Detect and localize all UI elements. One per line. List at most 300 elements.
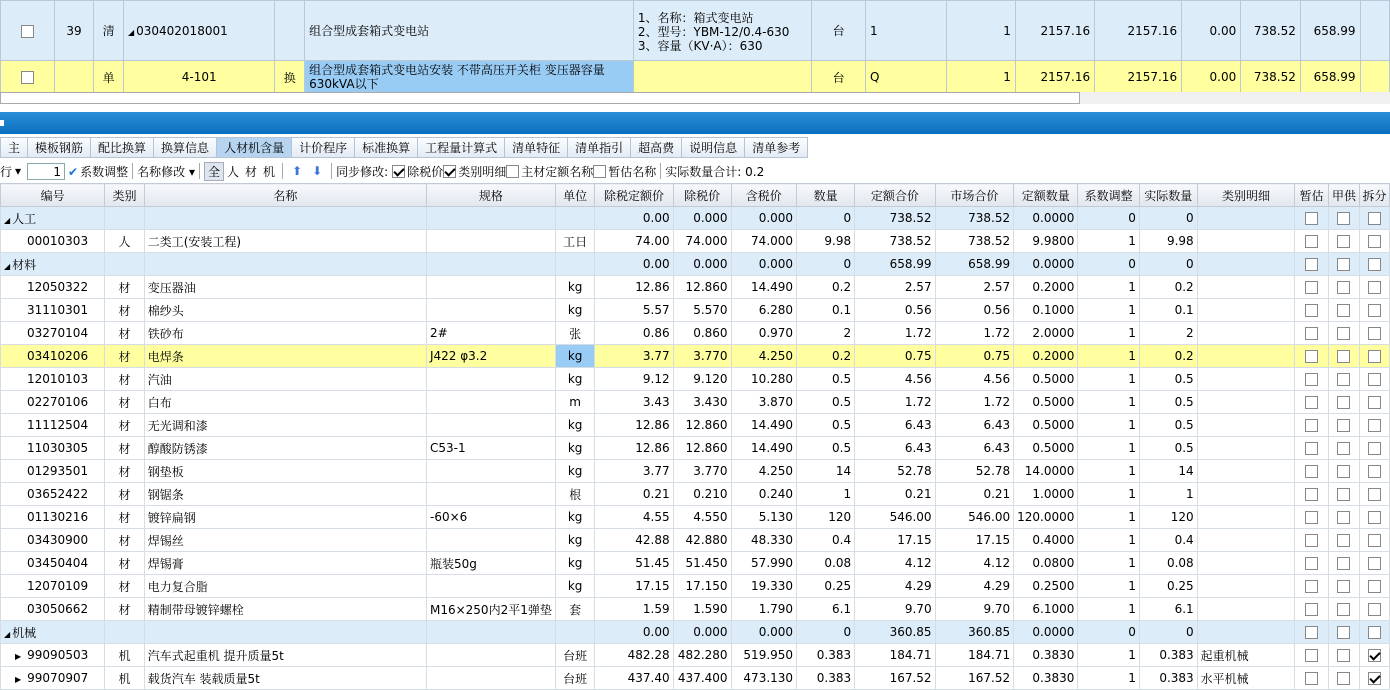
cell-name[interactable]: 钢垫板: [144, 460, 426, 483]
bill-code-cell[interactable]: [123, 1, 274, 61]
cell-quota-price[interactable]: 0.86: [595, 322, 673, 345]
cell-name[interactable]: 白布: [144, 391, 426, 414]
cell-type[interactable]: 材: [105, 552, 144, 575]
provisional-checkbox-cell[interactable]: [1295, 299, 1329, 322]
split-checkbox-cell[interactable]: [1359, 460, 1389, 483]
cell-qty[interactable]: 0.4: [797, 529, 855, 552]
owner-supplied-checkbox[interactable]: [1337, 442, 1350, 455]
tab-pricing-procedure[interactable]: 计价程序: [291, 137, 354, 158]
owner-supplied-checkbox-cell[interactable]: [1329, 575, 1360, 598]
cell-type[interactable]: 材: [105, 345, 144, 368]
cell-code[interactable]: [1, 299, 105, 322]
provisional-checkbox[interactable]: [1305, 626, 1318, 639]
row-checkbox-cell[interactable]: [1, 61, 55, 94]
col-provisional[interactable]: 暂估: [1295, 184, 1329, 207]
cell-type-detail[interactable]: 水平机械: [1197, 667, 1295, 690]
owner-supplied-checkbox[interactable]: [1337, 557, 1350, 570]
cell-actual-qty[interactable]: 0.2: [1139, 345, 1197, 368]
tab-bill-features[interactable]: 清单特征: [504, 137, 567, 158]
provisional-checkbox-cell[interactable]: [1295, 460, 1329, 483]
owner-supplied-checkbox-cell[interactable]: [1329, 529, 1360, 552]
table-row[interactable]: [1, 414, 1390, 437]
cell-actual-qty[interactable]: 0.08: [1139, 552, 1197, 575]
owner-supplied-checkbox-cell[interactable]: [1329, 552, 1360, 575]
cell-actual-qty[interactable]: 9.98: [1139, 230, 1197, 253]
quota-unit[interactable]: 台: [812, 61, 866, 94]
col-name[interactable]: 名称: [144, 184, 426, 207]
split-checkbox-cell[interactable]: [1359, 506, 1389, 529]
owner-supplied-checkbox-cell[interactable]: [1329, 368, 1360, 391]
cell-net-price[interactable]: 51.450: [673, 552, 731, 575]
table-row[interactable]: [1, 552, 1390, 575]
cell-quota-price[interactable]: 3.77: [595, 460, 673, 483]
bill-expr[interactable]: 1: [866, 1, 947, 61]
table-row[interactable]: [1, 667, 1390, 690]
cell-quota-price[interactable]: 42.88: [595, 529, 673, 552]
owner-supplied-checkbox-cell[interactable]: [1329, 391, 1360, 414]
cell-type-detail[interactable]: [1197, 460, 1295, 483]
cell-net-price[interactable]: 0.860: [673, 322, 731, 345]
cell-net-price[interactable]: 437.400: [673, 667, 731, 690]
coef-adjust-button[interactable]: [68, 163, 128, 180]
cell-coef[interactable]: 1: [1078, 529, 1140, 552]
cell-actual-qty[interactable]: 0.5: [1139, 368, 1197, 391]
provisional-checkbox-cell[interactable]: [1295, 575, 1329, 598]
tab-mix-conversion[interactable]: 配比换算: [90, 137, 153, 158]
split-checkbox-cell[interactable]: [1359, 483, 1389, 506]
cell-quota-price[interactable]: 12.86: [595, 414, 673, 437]
cell-tax-price[interactable]: 14.490: [731, 414, 797, 437]
cell-unit[interactable]: kg: [555, 529, 595, 552]
cell-quota-total[interactable]: 738.52: [855, 207, 935, 230]
cell-type[interactable]: 材: [105, 598, 144, 621]
cell-qty[interactable]: 0.1: [797, 299, 855, 322]
table-row[interactable]: [1, 230, 1390, 253]
owner-supplied-checkbox-cell[interactable]: [1329, 276, 1360, 299]
cell-coef[interactable]: 0: [1078, 621, 1140, 644]
cell-qty[interactable]: 0.5: [797, 368, 855, 391]
cell-unit[interactable]: kg: [555, 437, 595, 460]
cell-type-detail[interactable]: [1197, 506, 1295, 529]
owner-supplied-checkbox[interactable]: [1337, 511, 1350, 524]
col-unit[interactable]: 单位: [555, 184, 595, 207]
cell-type-detail[interactable]: [1197, 391, 1295, 414]
provisional-checkbox-cell[interactable]: [1295, 230, 1329, 253]
cell-quota-total[interactable]: 9.70: [855, 598, 935, 621]
cell-tax-price[interactable]: 0.240: [731, 483, 797, 506]
cell-code[interactable]: [1, 598, 105, 621]
cell-quota-qty[interactable]: 0.5000: [1014, 414, 1078, 437]
cell-spec[interactable]: J422 φ3.2: [426, 345, 555, 368]
cell-quota-total[interactable]: 546.00: [855, 506, 935, 529]
split-checkbox-cell[interactable]: [1359, 230, 1389, 253]
cell-coef[interactable]: 1: [1078, 552, 1140, 575]
cell-name[interactable]: 棉纱头: [144, 299, 426, 322]
tab-description[interactable]: 说明信息: [681, 137, 744, 158]
provisional-checkbox[interactable]: [1305, 350, 1318, 363]
provisional-checkbox[interactable]: [1305, 419, 1318, 432]
owner-supplied-checkbox[interactable]: [1337, 304, 1350, 317]
cell-quota-total[interactable]: 6.43: [855, 437, 935, 460]
cell-actual-qty[interactable]: 2: [1139, 322, 1197, 345]
filter-labor[interactable]: 人: [227, 164, 240, 179]
cell-market-total[interactable]: 184.71: [935, 644, 1014, 667]
split-checkbox-cell[interactable]: [1359, 322, 1389, 345]
cell-name[interactable]: 钢锯条: [144, 483, 426, 506]
cell-quota-price[interactable]: 0.21: [595, 483, 673, 506]
split-checkbox-cell[interactable]: [1359, 253, 1389, 276]
cell-actual-qty[interactable]: 0.383: [1139, 644, 1197, 667]
split-checkbox[interactable]: [1368, 373, 1381, 386]
cell-type[interactable]: 材: [105, 299, 144, 322]
cell-quota-total[interactable]: 658.99: [855, 253, 935, 276]
cell-unit[interactable]: kg: [555, 506, 595, 529]
cell-type-detail[interactable]: 起重机械: [1197, 644, 1295, 667]
cell-spec[interactable]: 2#: [426, 322, 555, 345]
cell-net-price[interactable]: 3.770: [673, 345, 731, 368]
split-checkbox[interactable]: [1368, 557, 1381, 570]
split-checkbox-cell[interactable]: [1359, 598, 1389, 621]
split-checkbox-cell[interactable]: [1359, 644, 1389, 667]
cell-coef[interactable]: 0: [1078, 253, 1140, 276]
cell-code[interactable]: [1, 644, 105, 667]
cell-actual-qty[interactable]: 0.5: [1139, 437, 1197, 460]
cell-type-detail[interactable]: [1197, 529, 1295, 552]
cell-spec[interactable]: [426, 207, 555, 230]
split-checkbox[interactable]: [1368, 304, 1381, 317]
tab-bill-guide[interactable]: 清单指引: [567, 137, 630, 158]
cell-net-price[interactable]: 3.770: [673, 460, 731, 483]
cell-type[interactable]: 材: [105, 322, 144, 345]
cell-name[interactable]: 焊锡膏: [144, 552, 426, 575]
cell-market-total[interactable]: 738.52: [935, 207, 1014, 230]
split-checkbox[interactable]: [1368, 350, 1381, 363]
cell-qty[interactable]: 0.2: [797, 276, 855, 299]
cell-spec[interactable]: [426, 575, 555, 598]
provisional-checkbox[interactable]: [1305, 534, 1318, 547]
provisional-checkbox-cell[interactable]: [1295, 667, 1329, 690]
owner-supplied-checkbox[interactable]: [1337, 649, 1350, 662]
cell-tax-price[interactable]: 4.250: [731, 460, 797, 483]
owner-supplied-checkbox-cell[interactable]: [1329, 437, 1360, 460]
cell-unit[interactable]: kg: [555, 276, 595, 299]
cell-quota-total[interactable]: 738.52: [855, 230, 935, 253]
split-checkbox[interactable]: [1368, 672, 1381, 685]
cell-type-detail[interactable]: [1197, 299, 1295, 322]
split-checkbox[interactable]: [1368, 327, 1381, 340]
split-checkbox[interactable]: [1368, 442, 1381, 455]
cell-spec[interactable]: [426, 460, 555, 483]
cell-qty[interactable]: 0.383: [797, 644, 855, 667]
table-row[interactable]: [1, 598, 1390, 621]
cell-quota-total[interactable]: 0.56: [855, 299, 935, 322]
cell-net-price[interactable]: 12.860: [673, 276, 731, 299]
cell-actual-qty[interactable]: 0.25: [1139, 575, 1197, 598]
cell-unit[interactable]: 根: [555, 483, 595, 506]
cell-name[interactable]: 无光调和漆: [144, 414, 426, 437]
cell-type[interactable]: 材: [105, 437, 144, 460]
cell-actual-qty[interactable]: 0: [1139, 207, 1197, 230]
cell-code[interactable]: [1, 322, 105, 345]
cell-quota-price[interactable]: 17.15: [595, 575, 673, 598]
cell-market-total[interactable]: 1.72: [935, 391, 1014, 414]
cell-type[interactable]: 材: [105, 575, 144, 598]
collapse-icon[interactable]: ◢: [4, 261, 11, 271]
cell-net-price[interactable]: 74.000: [673, 230, 731, 253]
cell-type[interactable]: 材: [105, 391, 144, 414]
cell-code[interactable]: [1, 414, 105, 437]
cell-market-total[interactable]: 546.00: [935, 506, 1014, 529]
quota-expr[interactable]: Q: [866, 61, 947, 94]
cell-quota-price[interactable]: 74.00: [595, 230, 673, 253]
cell-spec[interactable]: [426, 644, 555, 667]
col-quota-total[interactable]: 定额合价: [855, 184, 935, 207]
tax-price-checkbox[interactable]: [392, 165, 405, 178]
cell-type[interactable]: 材: [105, 529, 144, 552]
cell-quota-qty[interactable]: 0.0000: [1014, 207, 1078, 230]
provisional-checkbox-cell[interactable]: [1295, 207, 1329, 230]
owner-supplied-checkbox[interactable]: [1337, 396, 1350, 409]
cell-spec[interactable]: [426, 299, 555, 322]
row-checkbox[interactable]: [21, 71, 34, 84]
owner-supplied-checkbox-cell[interactable]: [1329, 506, 1360, 529]
cell-actual-qty[interactable]: 0: [1139, 621, 1197, 644]
col-qty[interactable]: 数量: [797, 184, 855, 207]
cell-unit[interactable]: kg: [555, 460, 595, 483]
provisional-checkbox-cell[interactable]: [1295, 598, 1329, 621]
owner-supplied-checkbox-cell[interactable]: [1329, 667, 1360, 690]
split-checkbox-cell[interactable]: [1359, 437, 1389, 460]
provisional-checkbox[interactable]: [1305, 603, 1318, 616]
cell-unit[interactable]: 张: [555, 322, 595, 345]
cell-quota-price[interactable]: 12.86: [595, 437, 673, 460]
cell-code[interactable]: [1, 230, 105, 253]
cell-type-detail[interactable]: [1197, 483, 1295, 506]
cell-type-detail[interactable]: [1197, 345, 1295, 368]
cell-quota-price[interactable]: 0.00: [595, 253, 673, 276]
cell-net-price[interactable]: 42.880: [673, 529, 731, 552]
cell-tax-price[interactable]: 473.130: [731, 667, 797, 690]
group-label-cell[interactable]: [1, 207, 105, 230]
table-row[interactable]: [1, 483, 1390, 506]
split-checkbox[interactable]: [1368, 488, 1381, 501]
collapse-icon[interactable]: ◢: [4, 215, 11, 225]
cell-type-detail[interactable]: [1197, 368, 1295, 391]
cell-type-detail[interactable]: [1197, 322, 1295, 345]
cell-coef[interactable]: 1: [1078, 598, 1140, 621]
cell-market-total[interactable]: 17.15: [935, 529, 1014, 552]
cell-code[interactable]: [1, 552, 105, 575]
cell-coef[interactable]: 0: [1078, 207, 1140, 230]
type-detail-checkbox[interactable]: [443, 165, 456, 178]
cell-quota-qty[interactable]: 0.3830: [1014, 644, 1078, 667]
cell-qty[interactable]: 0.5: [797, 437, 855, 460]
split-checkbox[interactable]: [1368, 281, 1381, 294]
filter-all[interactable]: 全: [204, 162, 224, 181]
col-type-detail[interactable]: 类别明细: [1197, 184, 1295, 207]
provisional-checkbox-cell[interactable]: [1295, 345, 1329, 368]
owner-supplied-checkbox-cell[interactable]: [1329, 598, 1360, 621]
cell-quota-qty[interactable]: 0.5000: [1014, 437, 1078, 460]
cell-quota-qty[interactable]: 14.0000: [1014, 460, 1078, 483]
cell-type-detail[interactable]: [1197, 276, 1295, 299]
cell-quota-price[interactable]: 0.00: [595, 621, 673, 644]
table-row[interactable]: [1, 529, 1390, 552]
bill-features[interactable]: [633, 1, 811, 61]
cell-market-total[interactable]: 4.12: [935, 552, 1014, 575]
cell-name[interactable]: 镀锌扁钢: [144, 506, 426, 529]
owner-supplied-checkbox-cell[interactable]: [1329, 644, 1360, 667]
cell-quota-price[interactable]: 12.86: [595, 276, 673, 299]
cell-coef[interactable]: 1: [1078, 506, 1140, 529]
cell-type[interactable]: 人: [105, 230, 144, 253]
cell-market-total[interactable]: 6.43: [935, 437, 1014, 460]
cell-quota-qty[interactable]: 0.2000: [1014, 276, 1078, 299]
provisional-checkbox-cell[interactable]: [1295, 644, 1329, 667]
split-checkbox-cell[interactable]: [1359, 552, 1389, 575]
cell-market-total[interactable]: 0.75: [935, 345, 1014, 368]
cell-market-total[interactable]: 360.85: [935, 621, 1014, 644]
group-row[interactable]: [1, 253, 1390, 276]
split-checkbox[interactable]: [1368, 212, 1381, 225]
cell-market-total[interactable]: 2.57: [935, 276, 1014, 299]
cell-type-detail[interactable]: [1197, 552, 1295, 575]
cell-coef[interactable]: 1: [1078, 460, 1140, 483]
cell-code[interactable]: [1, 506, 105, 529]
cell-code[interactable]: [1, 667, 105, 690]
panel-splitter[interactable]: [0, 112, 1390, 134]
cell-type[interactable]: 材: [105, 483, 144, 506]
cell-quota-price[interactable]: 437.40: [595, 667, 673, 690]
provisional-checkbox-cell[interactable]: [1295, 437, 1329, 460]
cell-type-detail[interactable]: [1197, 414, 1295, 437]
cell-unit[interactable]: 套: [555, 598, 595, 621]
split-checkbox-cell[interactable]: [1359, 667, 1389, 690]
cell-unit[interactable]: kg: [555, 414, 595, 437]
tab-main[interactable]: 主: [0, 137, 27, 158]
collapse-icon[interactable]: ◢: [4, 629, 11, 639]
provisional-checkbox[interactable]: [1305, 580, 1318, 593]
row-checkbox[interactable]: [21, 25, 34, 38]
split-checkbox[interactable]: [1368, 603, 1381, 616]
cell-spec[interactable]: [426, 483, 555, 506]
owner-supplied-checkbox-cell[interactable]: [1329, 621, 1360, 644]
cell-type[interactable]: 材: [105, 414, 144, 437]
split-checkbox-cell[interactable]: [1359, 391, 1389, 414]
cell-net-price[interactable]: 0.000: [673, 207, 731, 230]
cell-coef[interactable]: 1: [1078, 391, 1140, 414]
cell-actual-qty[interactable]: 0.5: [1139, 414, 1197, 437]
cell-spec[interactable]: [426, 230, 555, 253]
cell-name[interactable]: [144, 207, 426, 230]
cell-tax-price[interactable]: 519.950: [731, 644, 797, 667]
cell-quota-total[interactable]: 0.21: [855, 483, 935, 506]
col-net-price[interactable]: 除税价: [673, 184, 731, 207]
cell-type-detail[interactable]: [1197, 230, 1295, 253]
owner-supplied-checkbox[interactable]: [1337, 626, 1350, 639]
owner-supplied-checkbox[interactable]: [1337, 419, 1350, 432]
tab-formwork-rebar[interactable]: 模板钢筋: [27, 137, 90, 158]
cell-quota-price[interactable]: 4.55: [595, 506, 673, 529]
cell-net-price[interactable]: 0.210: [673, 483, 731, 506]
cell-code[interactable]: [1, 460, 105, 483]
cell-net-price[interactable]: 0.000: [673, 621, 731, 644]
cell-net-price[interactable]: 1.590: [673, 598, 731, 621]
split-checkbox[interactable]: [1368, 649, 1381, 662]
cell-actual-qty[interactable]: 0.1: [1139, 299, 1197, 322]
cell-net-price[interactable]: 4.550: [673, 506, 731, 529]
group-row[interactable]: [1, 621, 1390, 644]
provisional-checkbox[interactable]: [1305, 327, 1318, 340]
group-label-cell[interactable]: [1, 253, 105, 276]
cell-actual-qty[interactable]: 0.2: [1139, 276, 1197, 299]
cell-tax-price[interactable]: 0.000: [731, 621, 797, 644]
quota-name[interactable]: 组合型成套箱式变电站安装 不带高压开关柜 变压器容量630kVA以下: [305, 61, 634, 94]
col-code[interactable]: 编号: [1, 184, 105, 207]
owner-supplied-checkbox[interactable]: [1337, 350, 1350, 363]
cell-quota-qty[interactable]: 6.1000: [1014, 598, 1078, 621]
cell-type-detail[interactable]: [1197, 207, 1295, 230]
cell-tax-price[interactable]: 6.280: [731, 299, 797, 322]
tab-quantity-formula[interactable]: 工程量计算式: [417, 137, 504, 158]
cell-quota-total[interactable]: 4.12: [855, 552, 935, 575]
cell-tax-price[interactable]: 0.000: [731, 253, 797, 276]
table-row[interactable]: [1, 299, 1390, 322]
provisional-checkbox-cell[interactable]: [1295, 621, 1329, 644]
split-checkbox-cell[interactable]: [1359, 345, 1389, 368]
cell-spec[interactable]: -60×6: [426, 506, 555, 529]
cell-type[interactable]: 机: [105, 667, 144, 690]
provisional-checkbox-cell[interactable]: [1295, 368, 1329, 391]
cell-actual-qty[interactable]: 0.5: [1139, 391, 1197, 414]
split-checkbox[interactable]: [1368, 465, 1381, 478]
cell-tax-price[interactable]: 74.000: [731, 230, 797, 253]
cell-actual-qty[interactable]: 14: [1139, 460, 1197, 483]
cell-tax-price[interactable]: 10.280: [731, 368, 797, 391]
move-down-icon[interactable]: ⬇: [312, 164, 323, 178]
cell-spec[interactable]: 瓶装50g: [426, 552, 555, 575]
cell-qty[interactable]: 14: [797, 460, 855, 483]
cell-net-price[interactable]: 17.150: [673, 575, 731, 598]
cell-coef[interactable]: 1: [1078, 230, 1140, 253]
table-row[interactable]: [1, 368, 1390, 391]
cell-quota-price[interactable]: 9.12: [595, 368, 673, 391]
cell-tax-price[interactable]: 5.130: [731, 506, 797, 529]
cell-type-detail[interactable]: [1197, 253, 1295, 276]
cell-coef[interactable]: 1: [1078, 483, 1140, 506]
owner-supplied-checkbox[interactable]: [1337, 672, 1350, 685]
split-checkbox[interactable]: [1368, 235, 1381, 248]
cell-code[interactable]: [1, 345, 105, 368]
col-quota-price[interactable]: 除税定额价: [595, 184, 673, 207]
cell-unit[interactable]: kg: [555, 575, 595, 598]
cell-quota-total[interactable]: 1.72: [855, 391, 935, 414]
expand-icon[interactable]: ▶: [15, 675, 22, 684]
cell-quota-qty[interactable]: 0.2000: [1014, 345, 1078, 368]
col-type[interactable]: 类别: [105, 184, 144, 207]
cell-quota-price[interactable]: 5.57: [595, 299, 673, 322]
cell-market-total[interactable]: 4.29: [935, 575, 1014, 598]
owner-supplied-checkbox[interactable]: [1337, 327, 1350, 340]
cell-quota-total[interactable]: 2.57: [855, 276, 935, 299]
split-checkbox[interactable]: [1368, 258, 1381, 271]
cell-net-price[interactable]: 482.280: [673, 644, 731, 667]
cell-tax-price[interactable]: 14.490: [731, 437, 797, 460]
bill-unit[interactable]: 台: [812, 1, 866, 61]
owner-supplied-checkbox-cell[interactable]: [1329, 299, 1360, 322]
cell-coef[interactable]: 1: [1078, 299, 1140, 322]
provisional-checkbox[interactable]: [1305, 442, 1318, 455]
